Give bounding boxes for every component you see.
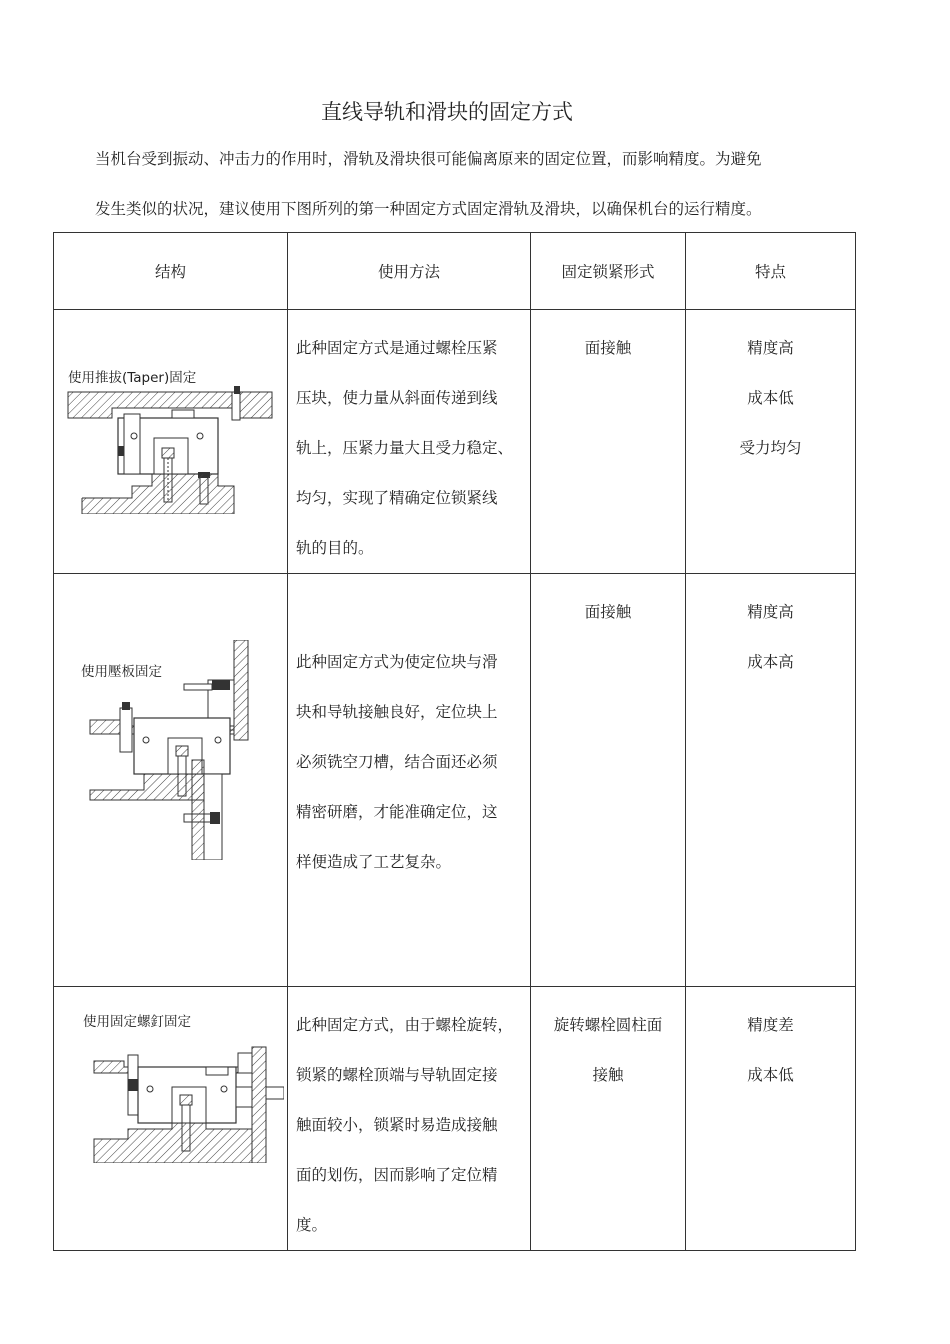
header-method: 使用方法: [288, 233, 531, 310]
table-row: [54, 310, 856, 574]
header-structure: 结构: [54, 233, 288, 310]
structure-cell: [54, 310, 288, 574]
method-line: 轨上，压紧力量大且受力稳定、: [296, 439, 514, 457]
intro-line-2: 发生类似的状况，建议使用下图所列的第一种固定方式固定滑轨及滑块，以确保机台的运行精度。: [95, 200, 762, 218]
method-line: 触面较小，锁紧时易造成接触: [296, 1116, 498, 1134]
lock-type-text: 接触: [592, 1066, 624, 1084]
clamp-plate-fixing-diagram: [84, 640, 284, 860]
lock-type-cell: [531, 987, 686, 1251]
figure-label: 使用壓板固定: [81, 664, 162, 680]
method-line: 此种固定方式是通过螺栓压紧: [296, 339, 498, 357]
method-cell: [288, 574, 531, 987]
lock-type-text: 旋转螺栓圆柱面: [553, 1016, 663, 1034]
lock-type-cell: [531, 574, 686, 987]
method-line: 此种固定方式，由于螺栓旋转，: [296, 1016, 514, 1034]
figure-label: 使用推拔(Taper)固定: [68, 370, 197, 386]
lock-type-cell: [531, 310, 686, 574]
page-title: 直线导轨和滑块的固定方式: [321, 100, 573, 124]
table-header-row: [54, 233, 856, 310]
feature-item: 成本高: [747, 653, 794, 671]
intro-line-1: 当机台受到振动、冲击力的作用时，滑轨及滑块很可能偏离原来的固定位置，而影响精度。为避免: [95, 150, 762, 168]
header-lock-type: 固定锁紧形式: [531, 233, 686, 310]
method-line: 度。: [296, 1216, 328, 1234]
lock-type-text: 面接触: [584, 339, 632, 357]
header-features: 特点: [686, 233, 856, 310]
set-screw-fixing-diagram: [88, 1043, 284, 1163]
method-cell: [288, 310, 531, 574]
method-line: 样便造成了工艺复杂。: [296, 853, 452, 871]
features-cell: [686, 574, 856, 987]
feature-item: 精度高: [747, 339, 794, 357]
method-line: 轨的目的。: [296, 539, 374, 557]
method-line: 面的划伤，因而影响了定位精: [296, 1166, 498, 1184]
method-line: 此种固定方式为使定位块与滑: [296, 653, 498, 671]
features-cell: [686, 987, 856, 1251]
method-line: 精密研磨，才能准确定位，这: [296, 803, 498, 821]
feature-item: 成本低: [747, 389, 794, 407]
features-cell: [686, 310, 856, 574]
table-row: [54, 987, 856, 1251]
method-cell: [288, 987, 531, 1251]
method-line: 锁紧的螺栓顶端与导轨固定接: [296, 1066, 498, 1084]
taper-fixing-diagram: [62, 386, 284, 514]
structure-cell: [54, 574, 288, 987]
method-line: 压块，使力量从斜面传递到线: [296, 389, 498, 407]
method-line: 必须铣空刀槽，结合面还必须: [296, 753, 498, 771]
feature-item: 受力均匀: [739, 439, 802, 457]
feature-item: 精度差: [747, 1016, 794, 1034]
feature-item: 成本低: [747, 1066, 794, 1084]
method-line: 均匀，实现了精确定位锁紧线: [296, 489, 498, 507]
feature-item: 精度高: [747, 603, 794, 621]
lock-type-text: 面接触: [584, 603, 632, 621]
table-row: [54, 574, 856, 987]
figure-label: 使用固定螺釘固定: [83, 1014, 191, 1030]
structure-cell: [54, 987, 288, 1251]
fixing-methods-table: [53, 232, 856, 1251]
method-line: 块和导轨接触良好，定位块上: [296, 703, 498, 721]
